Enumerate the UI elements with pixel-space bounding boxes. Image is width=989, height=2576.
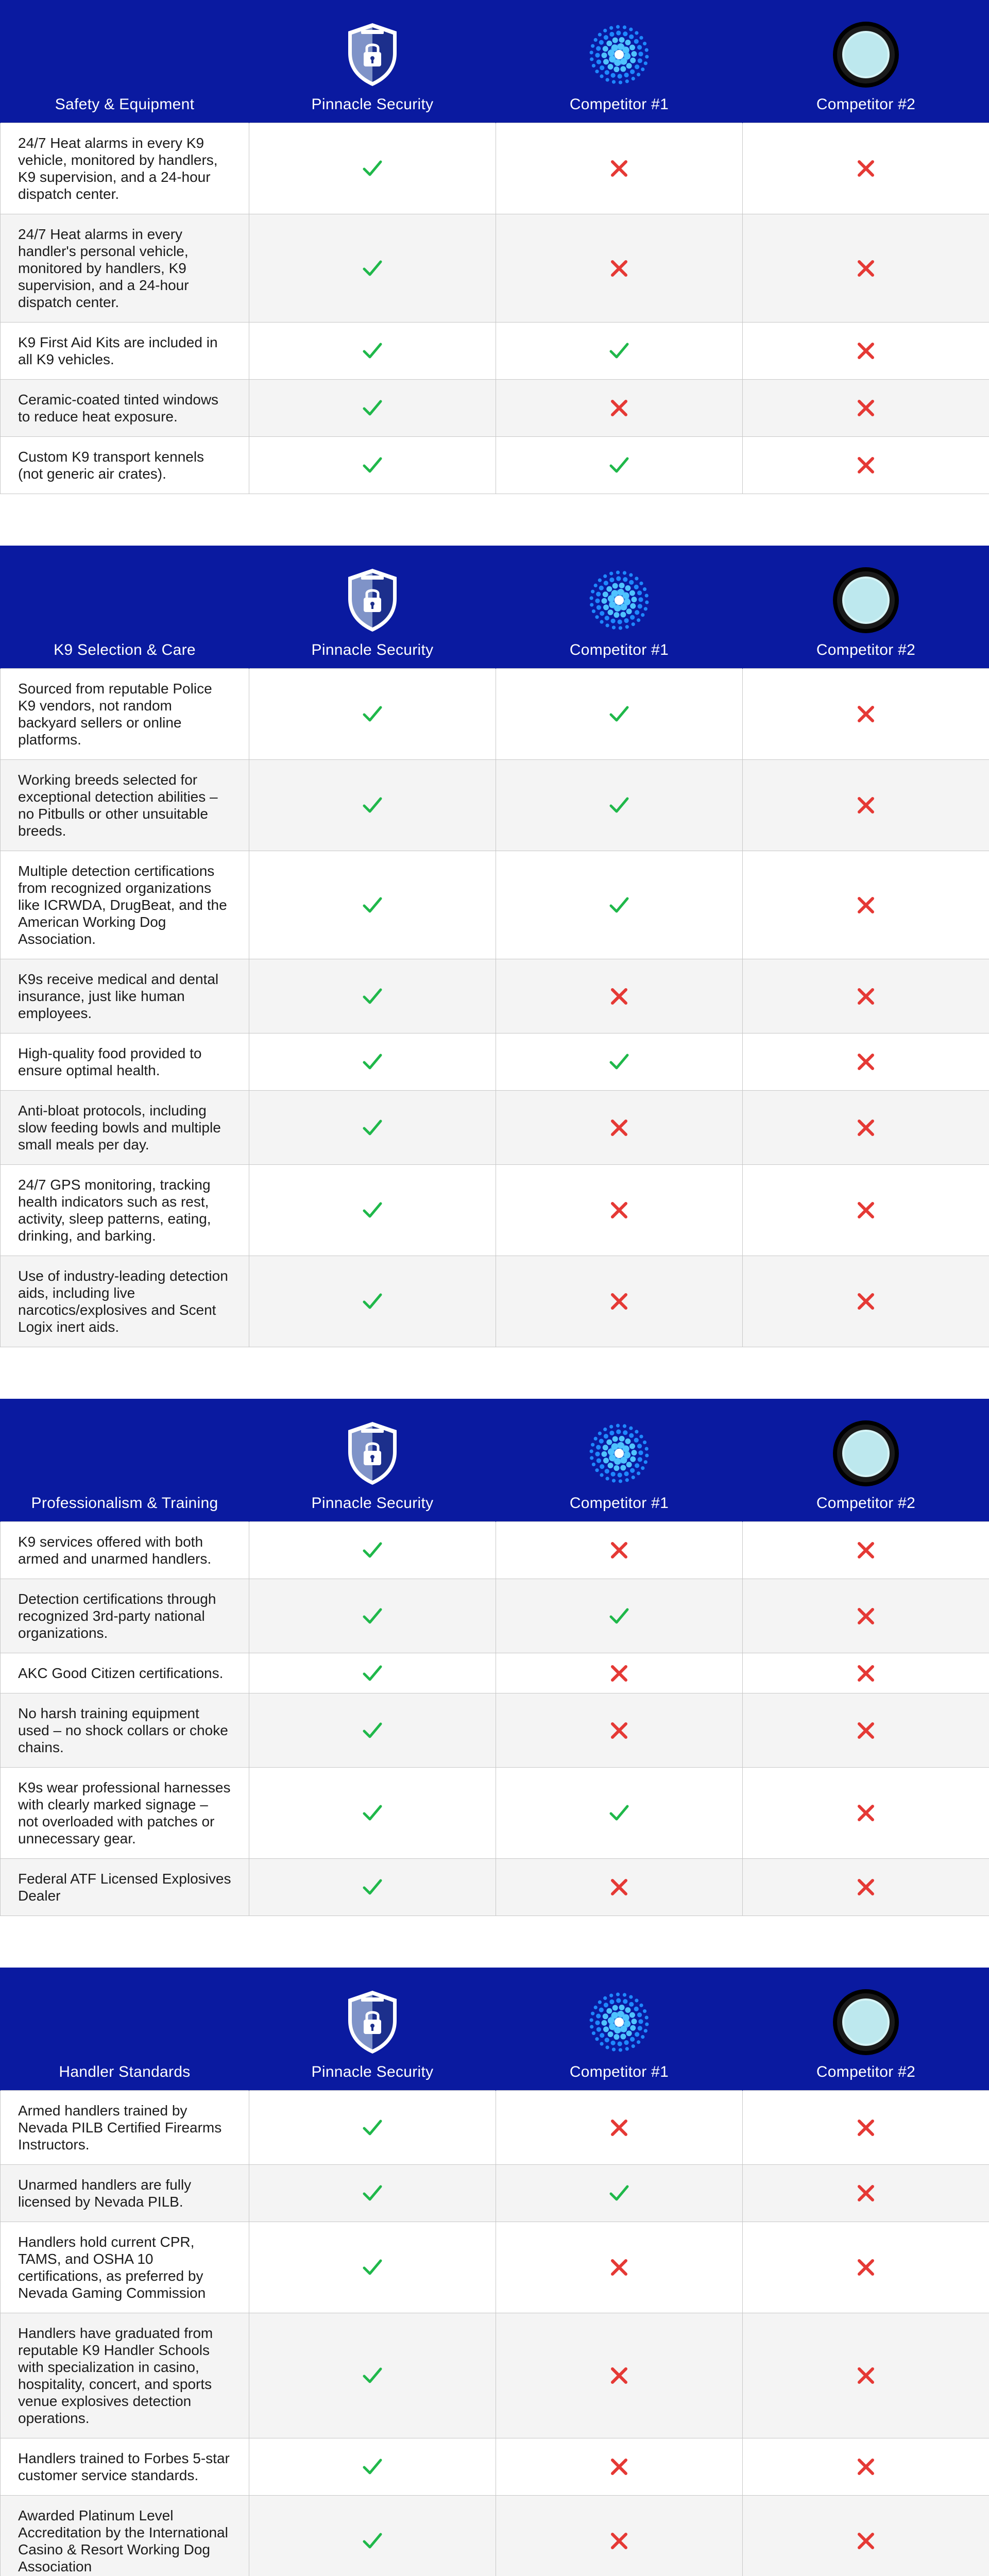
cross-icon	[856, 986, 876, 1007]
column-header-competitor-1	[496, 546, 743, 669]
competitor-1-mark	[496, 2222, 743, 2313]
shield-lock-icon	[344, 567, 401, 634]
competitor-1-mark	[496, 669, 743, 760]
competitor-2-mark	[743, 959, 989, 1033]
feature-label: K9 services offered with both armed and unarmed handlers.	[1, 1522, 249, 1579]
blue-dot-sphere-icon	[585, 1988, 653, 2056]
competitor-2-logo	[832, 1988, 900, 2056]
competitor-1-mark	[496, 123, 743, 214]
pinnacle-mark	[249, 1693, 496, 1768]
column-label: Competitor #2	[816, 641, 916, 658]
table-row	[1, 1522, 989, 1579]
feature-label: Handlers trained to Forbes 5-star customer service standards.	[1, 2438, 249, 2496]
pinnacle-mark	[249, 760, 496, 851]
column-label: Pinnacle Security	[311, 641, 434, 658]
pinnacle-logo	[338, 21, 406, 89]
competitor-1-mark	[496, 1522, 743, 1579]
table-row	[1, 323, 989, 380]
cross-icon	[609, 158, 629, 179]
section-title-text: Professionalism & Training	[31, 1495, 218, 1512]
check-icon	[362, 1117, 383, 1139]
column-label: Competitor #2	[816, 96, 916, 113]
competitor-1-logo	[585, 21, 653, 89]
cross-icon	[609, 1877, 629, 1897]
pinnacle-mark	[249, 1091, 496, 1165]
column-header-competitor-2	[743, 1399, 989, 1522]
column-label: Pinnacle Security	[311, 1495, 434, 1512]
column-label: Competitor #1	[569, 641, 669, 658]
cross-icon	[856, 1540, 876, 1561]
cross-icon	[856, 795, 876, 816]
competitor-1-mark	[496, 214, 743, 323]
competitor-2-mark	[743, 1653, 989, 1693]
competitor-2-mark	[743, 1165, 989, 1256]
pinnacle-logo	[338, 566, 406, 634]
cross-icon	[609, 1720, 629, 1741]
feature-label: 24/7 Heat alarms in every K9 vehicle, monitored by handlers, K9 supervision, and a 24-hour dispatch center.	[1, 123, 249, 214]
feature-label: Use of industry-leading detection aids, including live narcotics/explosives and Scent Logix inert aids.	[1, 1256, 249, 1347]
competitor-2-mark	[743, 1256, 989, 1347]
check-icon	[608, 454, 630, 476]
feature-label: Custom K9 transport kennels (not generic air crates).	[1, 437, 249, 494]
section-spacer	[0, 1916, 989, 1968]
competitor-2-mark	[743, 760, 989, 851]
cross-icon	[856, 1200, 876, 1221]
competitor-2-mark	[743, 1522, 989, 1579]
competitor-2-mark	[743, 2165, 989, 2222]
cross-icon	[856, 895, 876, 916]
column-label: Competitor #2	[816, 1495, 916, 1512]
section-title-text: K9 Selection & Care	[54, 641, 196, 658]
cross-icon	[856, 1720, 876, 1741]
check-icon	[362, 2456, 383, 2478]
table-row	[1, 2222, 989, 2313]
feature-label: AKC Good Citizen certifications.	[1, 1653, 249, 1693]
table-row	[1, 2091, 989, 2165]
competitor-2-mark	[743, 323, 989, 380]
column-header-pinnacle	[249, 1968, 496, 2091]
competitor-2-mark	[743, 1768, 989, 1859]
competitor-1-mark	[496, 1859, 743, 1916]
feature-label: K9s wear professional harnesses with clearly marked signage – not overloaded with patches or unnecessary gear.	[1, 1768, 249, 1859]
competitor-1-mark	[496, 851, 743, 959]
competitor-2-mark	[743, 1859, 989, 1916]
competitor-2-mark	[743, 1693, 989, 1768]
black-ring-icon	[832, 21, 900, 89]
column-header-pinnacle	[249, 0, 496, 123]
section-title-text: Safety & Equipment	[55, 96, 195, 113]
check-icon	[362, 397, 383, 419]
column-header-competitor-2	[743, 0, 989, 123]
check-icon	[362, 258, 383, 279]
column-label: Competitor #2	[816, 2063, 916, 2080]
table-row	[1, 2496, 989, 2576]
check-icon	[362, 2365, 383, 2386]
check-icon	[362, 454, 383, 476]
pinnacle-mark	[249, 1768, 496, 1859]
check-icon	[362, 2530, 383, 2552]
cross-icon	[609, 398, 629, 418]
check-icon	[608, 894, 630, 916]
feature-label: 24/7 Heat alarms in every handler's personal vehicle, monitored by handlers, K9 supervision, and a 24-hour dispatch center.	[1, 214, 249, 323]
competitor-1-mark	[496, 1256, 743, 1347]
cross-icon	[856, 1663, 876, 1684]
pinnacle-mark	[249, 959, 496, 1033]
cross-icon	[609, 2531, 629, 2551]
check-icon	[362, 894, 383, 916]
check-icon	[362, 1605, 383, 1627]
cross-icon	[609, 258, 629, 279]
feature-label: Armed handlers trained by Nevada PILB Certified Firearms Instructors.	[1, 2091, 249, 2165]
blue-dot-sphere-icon	[585, 21, 653, 89]
competitor-1-mark	[496, 1579, 743, 1653]
feature-label: Multiple detection certifications from recognized organizations like ICRWDA, DrugBeat, and the American Working Dog Association.	[1, 851, 249, 959]
competitor-1-mark	[496, 2313, 743, 2438]
pinnacle-mark	[249, 1653, 496, 1693]
blue-dot-sphere-icon	[585, 1419, 653, 1487]
table-row	[1, 380, 989, 437]
pinnacle-mark	[249, 2496, 496, 2576]
competitor-1-mark	[496, 1033, 743, 1091]
column-header-competitor-2	[743, 1968, 989, 2091]
competitor-2-mark	[743, 669, 989, 760]
section-spacer	[0, 1347, 989, 1399]
competitor-2-mark	[743, 1033, 989, 1091]
check-icon	[362, 158, 383, 179]
column-label: Pinnacle Security	[311, 2063, 434, 2080]
feature-label: Unarmed handlers are fully licensed by Nevada PILB.	[1, 2165, 249, 2222]
competitor-2-logo	[832, 1419, 900, 1487]
competitor-2-mark	[743, 1579, 989, 1653]
cross-icon	[856, 2117, 876, 2138]
check-icon	[362, 1876, 383, 1898]
cross-icon	[856, 1052, 876, 1072]
check-icon	[362, 703, 383, 725]
cross-icon	[856, 258, 876, 279]
pinnacle-mark	[249, 1256, 496, 1347]
comparison-table	[0, 0, 989, 494]
feature-label: K9s receive medical and dental insurance, just like human employees.	[1, 959, 249, 1033]
column-header-competitor-1	[496, 0, 743, 123]
cross-icon	[856, 1117, 876, 1138]
feature-label: Awarded Platinum Level Accreditation by the International Casino & Resort Working Dog Association	[1, 2496, 249, 2576]
feature-label: Anti-bloat protocols, including slow feeding bowls and multiple small meals per day.	[1, 1091, 249, 1165]
competitor-1-mark	[496, 2091, 743, 2165]
cross-icon	[609, 2257, 629, 2278]
feature-label: High-quality food provided to ensure optimal health.	[1, 1033, 249, 1091]
check-icon	[362, 1539, 383, 1561]
section-spacer	[0, 494, 989, 546]
section-title	[1, 1968, 249, 2091]
feature-label: Detection certifications through recognized 3rd-party national organizations.	[1, 1579, 249, 1653]
column-label: Pinnacle Security	[311, 96, 434, 113]
section-title	[1, 1399, 249, 1522]
competitor-1-mark	[496, 2438, 743, 2496]
column-header-pinnacle	[249, 546, 496, 669]
table-row	[1, 1256, 989, 1347]
column-header-competitor-1	[496, 1399, 743, 1522]
pinnacle-mark	[249, 437, 496, 494]
competitor-2-mark	[743, 2222, 989, 2313]
cross-icon	[856, 341, 876, 361]
table-header	[1, 1399, 989, 1522]
comparison-table	[0, 1968, 989, 2576]
black-ring-icon	[832, 566, 900, 634]
cross-icon	[609, 1540, 629, 1561]
cross-icon	[856, 704, 876, 724]
cross-icon	[856, 158, 876, 179]
column-header-competitor-2	[743, 546, 989, 669]
feature-label: Working breeds selected for exceptional detection abilities – no Pitbulls or other unsuitable breeds.	[1, 760, 249, 851]
shield-lock-icon	[344, 21, 401, 88]
cross-icon	[856, 2365, 876, 2386]
table-header	[1, 546, 989, 669]
competitor-1-logo	[585, 566, 653, 634]
competitor-2-mark	[743, 2313, 989, 2438]
table-header	[1, 0, 989, 123]
pinnacle-mark	[249, 851, 496, 959]
comparison-table	[0, 546, 989, 1347]
pinnacle-mark	[249, 214, 496, 323]
table-row	[1, 1653, 989, 1693]
cross-icon	[856, 1803, 876, 1823]
black-ring-icon	[832, 1419, 900, 1487]
competitor-1-logo	[585, 1988, 653, 2056]
check-icon	[608, 1802, 630, 1824]
table-row	[1, 2165, 989, 2222]
cross-icon	[856, 1877, 876, 1897]
check-icon	[362, 1663, 383, 1684]
check-icon	[608, 1605, 630, 1627]
table-row	[1, 2438, 989, 2496]
cross-icon	[609, 2365, 629, 2386]
blue-dot-sphere-icon	[585, 566, 653, 634]
pinnacle-mark	[249, 2165, 496, 2222]
column-header-competitor-1	[496, 1968, 743, 2091]
pinnacle-mark	[249, 380, 496, 437]
check-icon	[362, 2182, 383, 2204]
feature-label: Sourced from reputable Police K9 vendors, not random backyard sellers or online platforms.	[1, 669, 249, 760]
cross-icon	[856, 1291, 876, 1312]
black-ring-icon	[832, 1988, 900, 2056]
table-row	[1, 123, 989, 214]
competitor-1-mark	[496, 1768, 743, 1859]
pinnacle-logo	[338, 1419, 406, 1487]
feature-label: 24/7 GPS monitoring, tracking health indicators such as rest, activity, sleep patterns, eating, drinking, and barking.	[1, 1165, 249, 1256]
cross-icon	[856, 2531, 876, 2551]
competitor-1-mark	[496, 380, 743, 437]
pinnacle-mark	[249, 2222, 496, 2313]
competitor-2-mark	[743, 2091, 989, 2165]
competitor-2-logo	[832, 21, 900, 89]
section-title	[1, 546, 249, 669]
check-icon	[362, 1291, 383, 1312]
competitor-2-mark	[743, 2496, 989, 2576]
cross-icon	[609, 1200, 629, 1221]
competitor-2-mark	[743, 2438, 989, 2496]
pinnacle-mark	[249, 669, 496, 760]
cross-icon	[856, 2257, 876, 2278]
cross-icon	[609, 1117, 629, 1138]
table-row	[1, 1033, 989, 1091]
column-label: Competitor #1	[569, 96, 669, 113]
cross-icon	[856, 2456, 876, 2477]
check-icon	[362, 2257, 383, 2278]
feature-label: No harsh training equipment used – no shock collars or choke chains.	[1, 1693, 249, 1768]
table-row	[1, 1165, 989, 1256]
cross-icon	[609, 2456, 629, 2477]
competitor-1-mark	[496, 1091, 743, 1165]
competitor-1-mark	[496, 2496, 743, 2576]
section-title-text: Handler Standards	[59, 2063, 191, 2080]
competitor-2-mark	[743, 123, 989, 214]
competitor-2-mark	[743, 437, 989, 494]
pinnacle-mark	[249, 323, 496, 380]
check-icon	[362, 986, 383, 1007]
shield-lock-icon	[344, 1989, 401, 2056]
competitor-1-mark	[496, 323, 743, 380]
table-row	[1, 1768, 989, 1859]
check-icon	[362, 1802, 383, 1824]
competitor-1-mark	[496, 760, 743, 851]
competitor-1-mark	[496, 959, 743, 1033]
check-icon	[362, 340, 383, 362]
check-icon	[362, 1051, 383, 1073]
cross-icon	[609, 986, 629, 1007]
check-icon	[362, 1199, 383, 1221]
competitor-1-logo	[585, 1419, 653, 1487]
table-row	[1, 851, 989, 959]
table-row	[1, 1579, 989, 1653]
cross-icon	[856, 1606, 876, 1626]
pinnacle-mark	[249, 2313, 496, 2438]
competitor-2-mark	[743, 851, 989, 959]
check-icon	[608, 1051, 630, 1073]
pinnacle-mark	[249, 1033, 496, 1091]
table-row	[1, 214, 989, 323]
competitor-1-mark	[496, 1165, 743, 1256]
cross-icon	[609, 2117, 629, 2138]
table-row	[1, 437, 989, 494]
competitor-2-logo	[832, 566, 900, 634]
feature-label: K9 First Aid Kits are included in all K9 vehicles.	[1, 323, 249, 380]
check-icon	[608, 2182, 630, 2204]
competitor-2-mark	[743, 1091, 989, 1165]
pinnacle-mark	[249, 1522, 496, 1579]
check-icon	[362, 2117, 383, 2139]
table-row	[1, 2313, 989, 2438]
feature-label: Handlers hold current CPR, TAMS, and OSHA 10 certifications, as preferred by Nevada Gaming Commission	[1, 2222, 249, 2313]
column-label: Competitor #1	[569, 1495, 669, 1512]
table-header	[1, 1968, 989, 2091]
table-row	[1, 959, 989, 1033]
table-row	[1, 760, 989, 851]
cross-icon	[609, 1291, 629, 1312]
table-row	[1, 1693, 989, 1768]
competitor-2-mark	[743, 214, 989, 323]
feature-label: Federal ATF Licensed Explosives Dealer	[1, 1859, 249, 1916]
competitor-1-mark	[496, 1653, 743, 1693]
section-title	[1, 0, 249, 123]
check-icon	[608, 794, 630, 816]
check-icon	[362, 1720, 383, 1741]
competitor-1-mark	[496, 1693, 743, 1768]
competitor-1-mark	[496, 2165, 743, 2222]
pinnacle-mark	[249, 123, 496, 214]
cross-icon	[856, 2183, 876, 2204]
pinnacle-mark	[249, 2438, 496, 2496]
check-icon	[608, 703, 630, 725]
competitor-1-mark	[496, 437, 743, 494]
comparison-table	[0, 1399, 989, 1916]
cross-icon	[856, 398, 876, 418]
table-row	[1, 1091, 989, 1165]
shield-lock-icon	[344, 1420, 401, 1487]
check-icon	[608, 340, 630, 362]
column-header-pinnacle	[249, 1399, 496, 1522]
check-icon	[362, 794, 383, 816]
pinnacle-mark	[249, 1859, 496, 1916]
column-label: Competitor #1	[569, 2063, 669, 2080]
pinnacle-mark	[249, 1165, 496, 1256]
feature-label: Handlers have graduated from reputable K9 Handler Schools with specialization in casino, hospitality, concert, and sports venue explosives detection operations.	[1, 2313, 249, 2438]
pinnacle-mark	[249, 1579, 496, 1653]
cross-icon	[609, 1663, 629, 1684]
competitor-2-mark	[743, 380, 989, 437]
feature-label: Ceramic-coated tinted windows to reduce heat exposure.	[1, 380, 249, 437]
table-row	[1, 669, 989, 760]
cross-icon	[856, 455, 876, 476]
pinnacle-logo	[338, 1988, 406, 2056]
pinnacle-mark	[249, 2091, 496, 2165]
table-row	[1, 1859, 989, 1916]
